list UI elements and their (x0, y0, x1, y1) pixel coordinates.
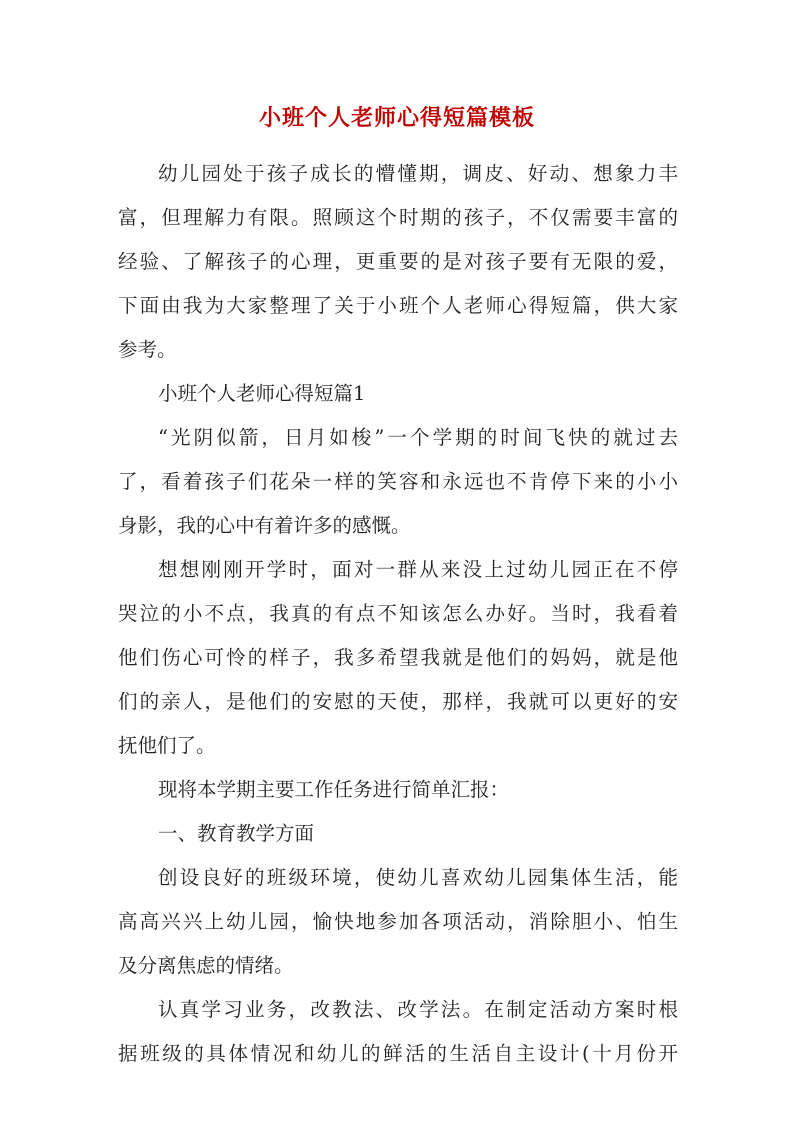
text-line: 们的亲人，是他们的安慰的天使，那样，我就可以更好的安 (118, 690, 678, 713)
text-line: 认真学习业务，改教法、改学法。在制定活动方案时根 (158, 998, 678, 1021)
text-line: 抚他们了。 (118, 734, 216, 757)
text-line: 经验、了解孩子的心理，更重要的是对孩子要有无限的爱， (118, 250, 678, 273)
text-line: 了，看着孩子们花朵一样的笑容和永远也不肯停下来的小小 (118, 470, 678, 493)
text-line: 想想刚刚开学时，面对一群从来没上过幼儿园正在不停 (158, 558, 678, 581)
text-line: 现将本学期主要工作任务进行简单汇报： (158, 778, 510, 801)
document-title: 小班个人老师心得短篇模板 (258, 105, 535, 131)
text-line: 一、教育教学方面 (158, 822, 315, 845)
text-line: 富，但理解力有限。照顾这个时期的孩子，不仅需要丰富的 (118, 206, 678, 229)
text-line: 据班级的具体情况和幼儿的鲜活的生活自主设计(十月份开 (118, 1042, 678, 1065)
text-line: 身影，我的心中有着许多的感慨。 (118, 514, 411, 537)
text-line: 及分离焦虑的情绪。 (118, 954, 294, 977)
text-line: 下面由我为大家整理了关于小班个人老师心得短篇，供大家 (118, 294, 678, 317)
text-line: 幼儿园处于孩子成长的懵懂期，调皮、好动、想象力丰 (158, 162, 678, 185)
text-line: 创设良好的班级环境，使幼儿喜欢幼儿园集体生活，能 (158, 866, 678, 889)
text-line: “光阴似箭，日月如梭”一个学期的时间飞快的就过去 (158, 426, 678, 449)
text-line: 小班个人老师心得短篇1 (158, 382, 366, 405)
document-body (118, 152, 678, 1076)
text-line: 他们伤心可怜的样子，我多希望我就是他们的妈妈，就是他 (118, 646, 678, 669)
text-line: 高高兴兴上幼儿园，愉快地参加各项活动，消除胆小、怕生 (118, 910, 678, 933)
text-line: 哭泣的小不点，我真的有点不知该怎么办好。当时，我看着 (118, 602, 678, 625)
text-line: 参考。 (118, 338, 177, 361)
